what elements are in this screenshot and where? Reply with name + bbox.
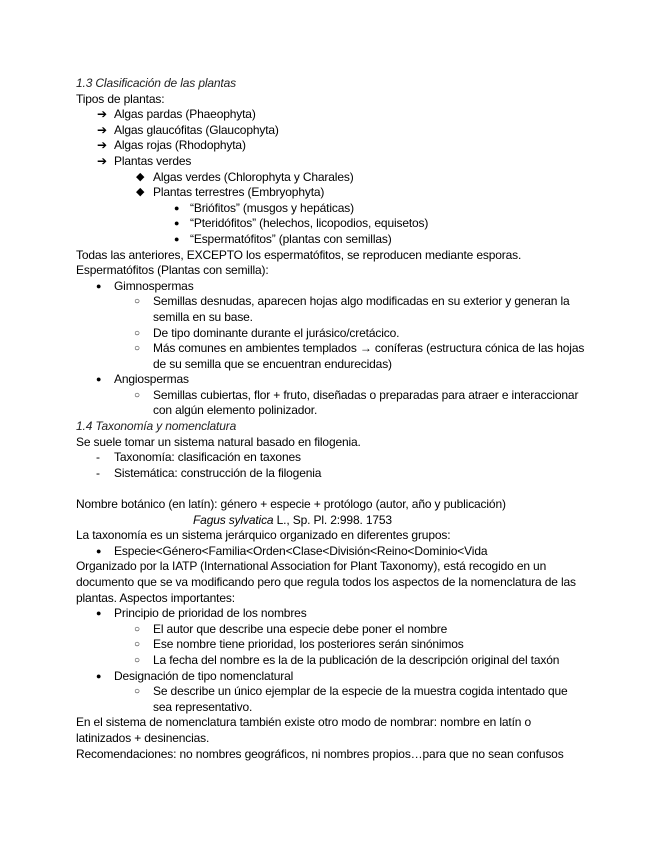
circle-bullet-icon: ○ <box>134 296 140 308</box>
dot-bullet-icon: ● <box>96 608 102 619</box>
list-item: ● “Briófitos” (musgos y hepáticas) <box>174 200 354 215</box>
list-item: ○ El autor que describe una especie debe poner el nombre <box>134 621 448 636</box>
section-heading-1-3: 1.3 Clasificación de las plantas <box>76 76 236 90</box>
dot-bullet-icon: ● <box>96 670 102 681</box>
circle-bullet-icon: ○ <box>134 654 140 666</box>
arrow-bullet-icon: ➔ <box>97 153 107 168</box>
list-item: ● Designación de tipo nomenclatural <box>96 668 294 683</box>
dot-bullet-icon: ● <box>174 218 180 229</box>
spores-paragraph: Todas las anteriores, EXCEPTO los espermatófitos, se reproducen mediante esporas. <box>76 247 522 262</box>
diamond-bullet-icon: ◆ <box>136 170 145 183</box>
list-item: ○ La fecha del nombre es la de la publicación de la descripción original del taxón <box>134 652 560 667</box>
list-item: ● Gimnospermas <box>96 278 194 293</box>
list-item: - Sistemática: construcción de la filogenia <box>96 465 322 480</box>
example-genus-species: Fagus sylvatica <box>193 512 274 527</box>
list-item: ○ Semillas desnudas, aparecen hojas algo modificadas en su exterior y generan la semilla en su base. <box>134 294 570 324</box>
botanical-name-line: Nombre botánico (en latín): género + especie + protólogo (autor, año y publicación) <box>76 497 506 512</box>
arrow-bullet-icon: ➔ <box>97 138 107 153</box>
circle-bullet-icon: ○ <box>134 639 140 651</box>
list-item: ➔ Algas pardas (Phaeophyta) <box>97 107 256 122</box>
diamond-bullet-icon: ◆ <box>136 186 145 199</box>
recommendations-paragraph: Recomendaciones: no nombres geográficos, ni nombres propios…para que no sean confusos <box>76 746 564 761</box>
dot-bullet-icon: ● <box>174 202 180 213</box>
list-item: ● Angiospermas <box>96 372 189 387</box>
circle-bullet-icon: ○ <box>134 327 140 339</box>
list-item: ● “Pteridófitos” (helechos, licopodios, equisetos) <box>174 216 429 231</box>
section-heading-1-4: 1.4 Taxonomía y nomenclatura <box>76 419 237 434</box>
spermatophytes-label: Espermatófitos (Plantas con semilla): <box>76 263 269 278</box>
list-item: ➔ Algas rojas (Rhodophyta) <box>97 138 246 153</box>
circle-bullet-icon: ○ <box>134 623 140 635</box>
arrow-bullet-icon: ➔ <box>97 122 107 137</box>
taxonomy-intro: Se suele tomar un sistema natural basado en filogenia. <box>76 434 361 449</box>
other-mode-paragraph: En el sistema de nomenclatura también existe otro modo de nombrar: nombre en latín o latinizados + desinencias. <box>76 715 531 745</box>
dot-bullet-icon: ● <box>96 374 102 385</box>
list-item: ◆ Algas verdes (Chlorophyta y Charales) <box>136 169 354 184</box>
list-item: ● “Espermatófitos” (plantas con semillas) <box>174 231 392 246</box>
list-item: ● Principio de prioridad de los nombres <box>96 606 307 621</box>
list-item: - Taxonomía: clasificación en taxones <box>96 450 301 465</box>
dash-bullet-icon: - <box>96 450 100 465</box>
circle-bullet-icon: ○ <box>134 389 140 401</box>
dot-bullet-icon: ● <box>96 545 102 556</box>
circle-bullet-icon: ○ <box>134 343 140 355</box>
list-item: ○ Más comunes en ambientes templados → coníferas (estructura cónica de las hojas de su semilla que se encuentran endurecidas) <box>134 341 585 371</box>
hierarchy-paragraph: La taxonomía es un sistema jerárquico organizado en diferentes grupos: <box>76 528 451 543</box>
list-item: ○ Semillas cubiertas, flor + fruto, diseñadas o preparadas para atraer e interaccionar con algún elemento polinizador. <box>134 387 579 418</box>
arrow-bullet-icon: ➔ <box>97 107 107 122</box>
example-citation: L., Sp. Pl. 2:998. 1753 <box>273 512 392 527</box>
list-item: ➔ Algas glaucófitas (Glaucophyta) <box>97 122 279 137</box>
circle-bullet-icon: ○ <box>134 686 140 698</box>
example-name <box>76 513 585 529</box>
list-item: ◆ Plantas terrestres (Embryophyta) <box>136 185 325 200</box>
list-item: ○ Se describe un único ejemplar de la especie de la muestra cogida intentado que sea representativo. <box>134 684 568 714</box>
list-item: ● Especie<Género<Familia<Orden<Clase<División<Reino<Dominio<Vida <box>96 543 488 558</box>
dot-bullet-icon: ● <box>174 233 180 244</box>
list-item: ➔ Plantas verdes <box>97 153 192 168</box>
tipos-label: Tipos de plantas: <box>76 91 165 106</box>
list-item: ○ Ese nombre tiene prioridad, los posteriores serán sinónimos <box>134 637 464 652</box>
dash-bullet-icon: - <box>96 465 100 480</box>
list-item: ○ De tipo dominante durante el jurásico/cretácico. <box>134 325 400 340</box>
spacer <box>76 481 585 497</box>
dot-bullet-icon: ● <box>96 280 102 291</box>
iatp-paragraph: Organizado por la IATP (International Association for Plant Taxonomy), está recogido en un documento que se va modificando pero que regula todos los aspectos de la nomenclatura de las plantas. Aspectos importantes: <box>76 559 576 605</box>
